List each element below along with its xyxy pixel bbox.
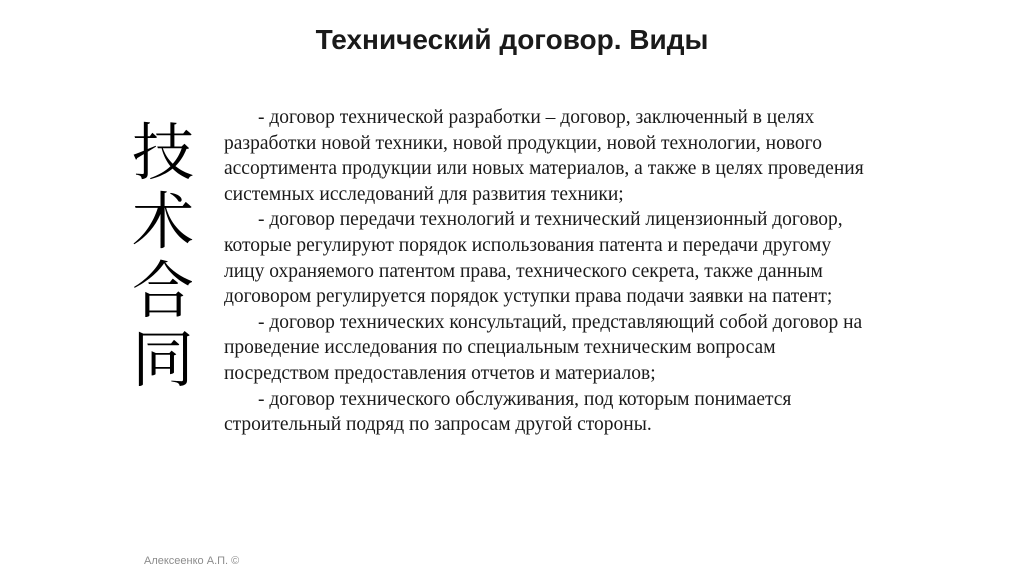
paragraph-technology-transfer: - договор передачи технологий и технический лицензионный договор, которые регулируют порядок использования патента и передачи другому лицу охраняемого патентом права, технического секрета, также данным договором регулируется порядок уступки права подачи заявки на патент; <box>224 209 843 308</box>
contract-types-text <box>224 105 864 438</box>
cjk-char-3: 合 <box>131 254 194 327</box>
cjk-char-2: 术 <box>131 185 194 258</box>
paragraph-technical-service: - договор технического обслуживания, под которым понимается строительный подряд по запросам другой стороны. <box>224 388 792 436</box>
cjk-char-1: 技 <box>131 116 194 189</box>
author-footer: Алексеенко А.П. © <box>144 555 240 567</box>
paragraph-technical-consulting: - договор технических консультаций, представляющий собой договор на проведение исследования по специальным техническим вопросам посредством предоставления отчетов и материалов; <box>224 311 863 384</box>
chinese-characters-column <box>128 118 198 394</box>
slide-title: Технический договор. Виды <box>315 24 709 55</box>
paragraph-technical-development: - договор технической разработки – договор, заключенный в целях разработки новой техники, новой продукции, новой технологии, нового ассортимента продукции или новых материалов, а также в целях проведения системных исследований для развития техники; <box>224 107 864 205</box>
cjk-char-4: 同 <box>131 323 194 396</box>
